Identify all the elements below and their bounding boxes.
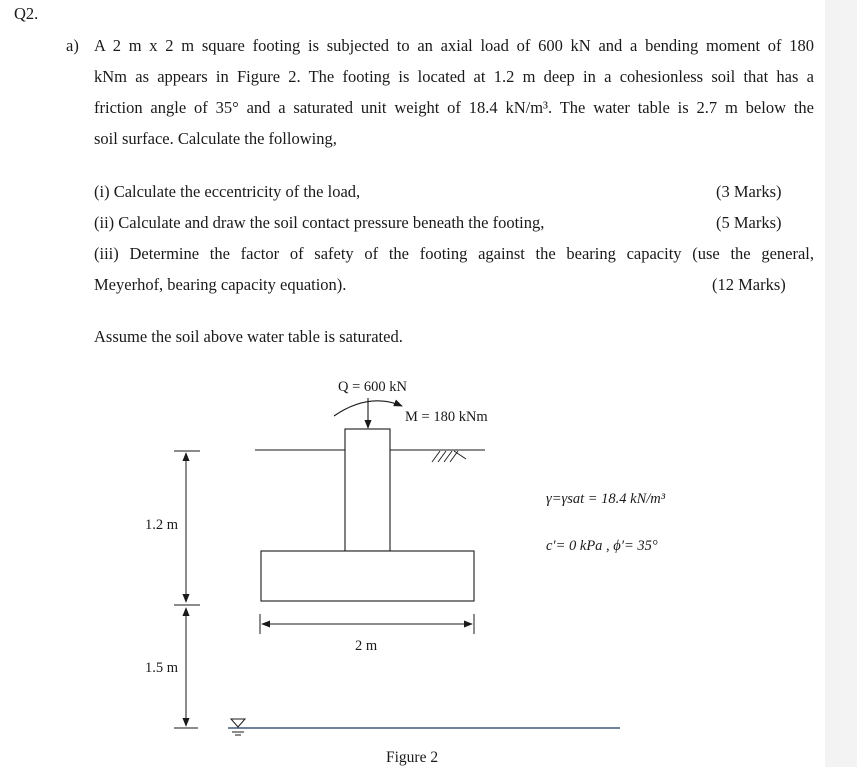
ground-hatch <box>432 451 466 462</box>
intro-line-2: kNm as appears in Figure 2. The footing is located at 1.2 m deep in a cohesionless soil that has a <box>94 67 814 86</box>
intro-line-4: soil surface. Calculate the following, <box>94 129 337 148</box>
moment-label: M = 180 kNm <box>405 409 488 425</box>
load-label: Q = 600 kN <box>338 379 407 395</box>
task-3-continued-text: Meyerhof, bearing capacity equation). <box>94 275 347 294</box>
footing-base <box>261 551 474 601</box>
intro-line-3: friction angle of 35° and a saturated unit weight of 18.4 kN/m³. The water table is 2.7 m below the <box>94 98 814 117</box>
intro-line-1: A 2 m x 2 m square footing is subjected to an axial load of 600 kN and a bending moment of 180 <box>94 36 814 55</box>
width-label: 2 m <box>355 638 378 654</box>
water-table-icon <box>231 719 245 735</box>
assumption-note: Assume the soil above water table is saturated. <box>94 327 403 346</box>
task-3-marks: (12 Marks) <box>712 275 786 294</box>
task-2-text: (ii) Calculate and draw the soil contact pressure beneath the footing, <box>94 213 545 232</box>
task-3-text: (iii) Determine the factor of safety of the footing against the bearing capacity (use the general, <box>94 244 814 263</box>
question-number: Q2. <box>14 4 39 23</box>
footing-column <box>345 429 390 551</box>
strength-parameters-label: c′= 0 kPa , ϕ′= 35° <box>546 538 658 554</box>
figure-caption: Figure 2 <box>386 749 439 766</box>
task-1-text: (i) Calculate the eccentricity of the load, <box>94 182 361 201</box>
task-2-marks: (5 Marks) <box>716 213 782 232</box>
part-label: a) <box>66 36 79 55</box>
water-depth-label: 1.5 m <box>145 660 179 676</box>
depth-label: 1.2 m <box>145 517 179 533</box>
unit-weight-label: γ=γsat = 18.4 kN/m³ <box>546 491 666 507</box>
task-1-marks: (3 Marks) <box>716 182 782 201</box>
